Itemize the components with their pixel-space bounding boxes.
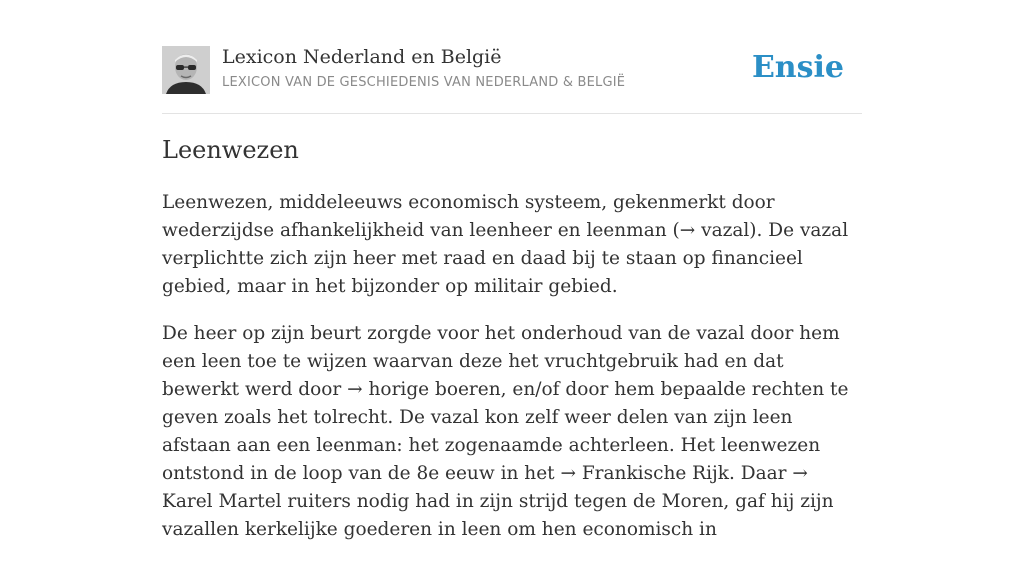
site-subtitle: LEXICON VAN DE GESCHIEDENIS VAN NEDERLAND & BELGIË	[222, 75, 626, 90]
article-body	[162, 189, 862, 563]
article-title: Leenwezen	[162, 136, 299, 164]
header-divider	[162, 113, 862, 114]
article-paragraph: De heer op zijn beurt zorgde voor het onderhoud van de vazal door hem een leen toe te wijzen waarvan deze het vruchtgebruik had en dat bewerkt werd door → horige boeren, en/of door hem bepaalde rechten te geven zoals het tolrecht. De vazal kon zelf weer delen van zijn leen afstaan aan een leenman: het zogenaamde achterleen. Het leenwezen ontstond in de loop van de 8e eeuw in het → Frankische Rijk. Daar → Karel Martel ruiters nodig had in zijn strijd tegen de Moren, gaf hij zijn vazallen kerkelijke goederen in leen om hen economisch in	[162, 323, 849, 540]
article-paragraph: Leenwezen, middeleeuws economisch systeem, gekenmerkt door wederzijdse afhankelijkheid van leenheer en leenman (→ vazal). De vazal verplichtte zich zijn heer met raad en daad bij te staan op financieel gebied, maar in het bijzonder op militair gebied.	[162, 192, 849, 297]
site-name[interactable]: Lexicon Nederland en België	[222, 46, 502, 68]
author-portrait-icon	[162, 46, 210, 94]
ensie-logo-link[interactable]: Ensie	[751, 50, 844, 85]
site-header	[162, 46, 862, 96]
author-avatar[interactable]	[162, 46, 210, 94]
